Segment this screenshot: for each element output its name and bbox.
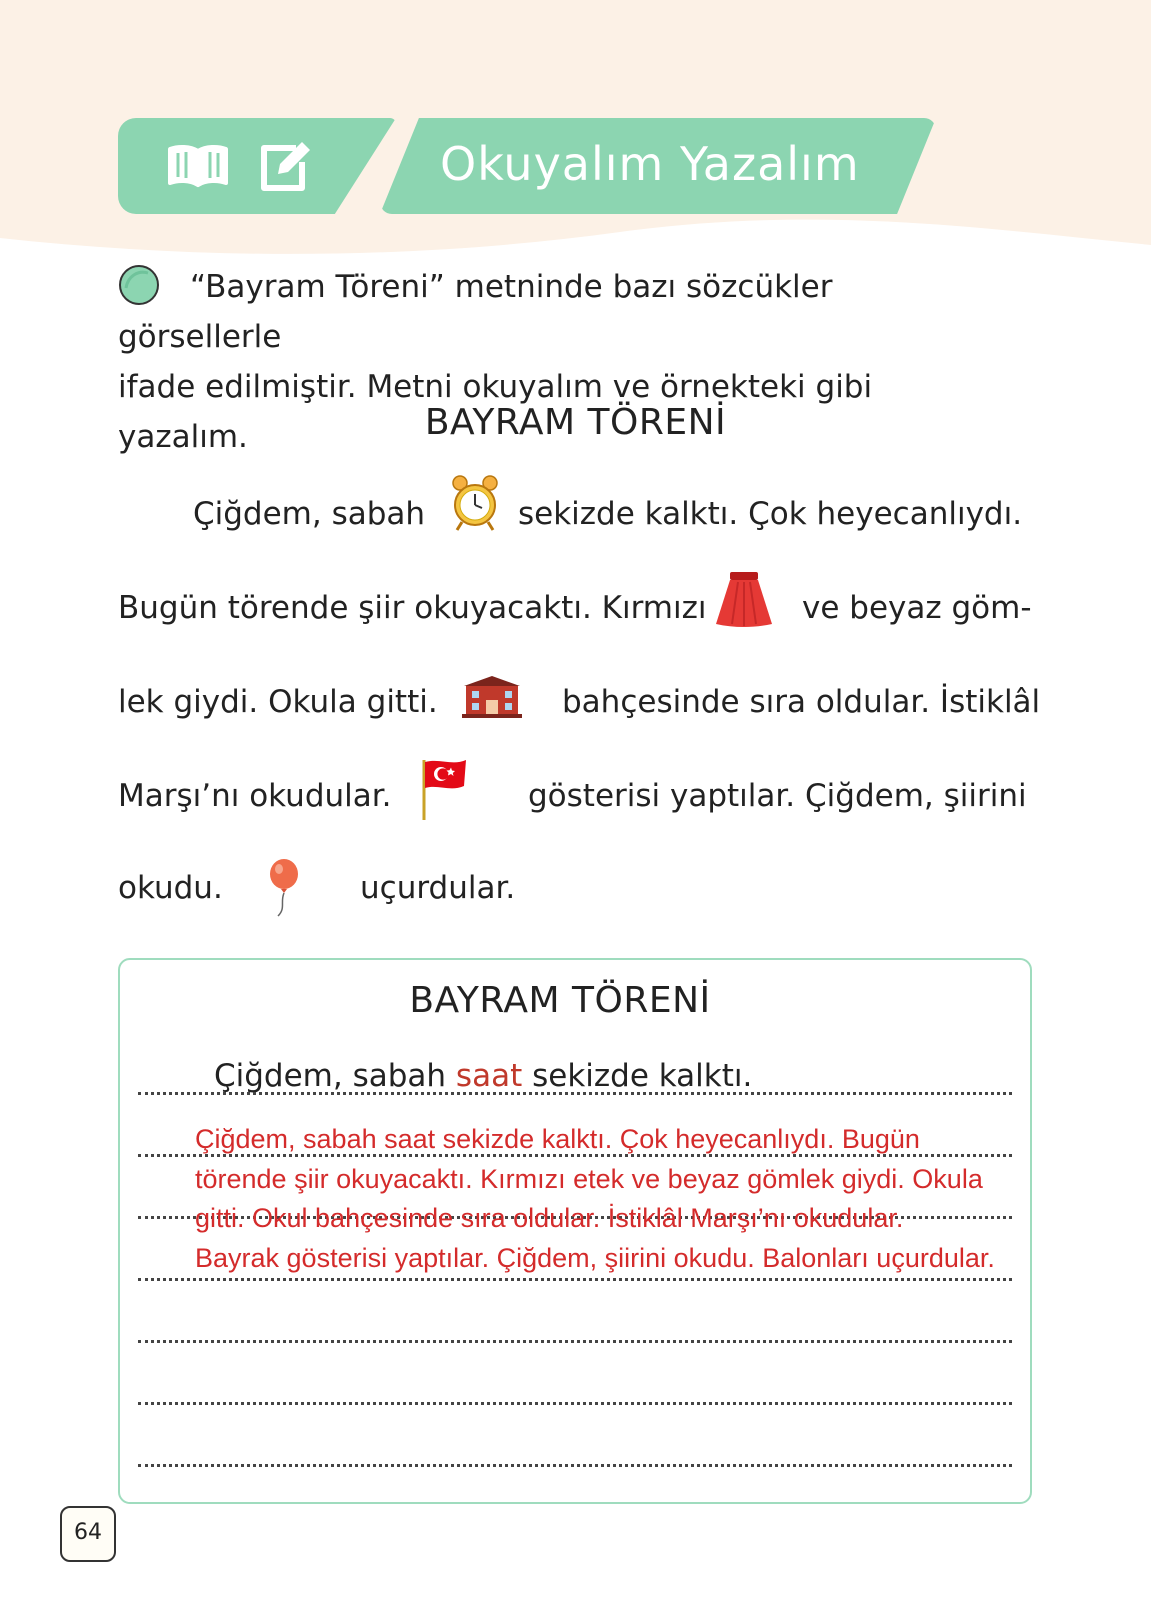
story-line-1a: Çiğdem, sabah bbox=[193, 496, 426, 532]
answer-line-3: gitti. Okul bahçesinde sıra oldular. İstiklâl Marşı’nı okudular. bbox=[195, 1203, 904, 1233]
answer-line-4: Bayrak gösterisi yaptılar. Çiğdem, şiirini okudu. Balonları uçurdular. bbox=[195, 1242, 995, 1273]
balloon-icon bbox=[266, 858, 302, 918]
turkish-flag-icon bbox=[420, 756, 470, 822]
story-title: BAYRAM TÖRENİ bbox=[424, 402, 727, 443]
story-line-2a: Bugün törende şiir okuyacaktı. Kırmızı bbox=[118, 590, 707, 626]
story-line-3a: lek giydi. Okula gitti. bbox=[118, 684, 438, 720]
story-line-5a: okudu. bbox=[118, 870, 223, 906]
answer-line-1: Çiğdem, sabah saat sekizde kalktı. Çok heyecanlıydı. Bugün bbox=[195, 1124, 920, 1154]
writing-line-7[interactable] bbox=[138, 1464, 1012, 1467]
example-highlight-word: saat bbox=[455, 1058, 523, 1094]
section-title: Okuyalım Yazalım bbox=[440, 137, 860, 191]
school-building-icon bbox=[462, 674, 522, 718]
instruction-line-1: “Bayram Töreni” metninde bazı sözcükler görsellerle bbox=[118, 269, 833, 355]
edit-pencil-icon bbox=[256, 136, 314, 194]
example-after: sekizde kalktı. bbox=[532, 1058, 753, 1094]
writing-line-6[interactable] bbox=[138, 1402, 1012, 1405]
instruction-line-2: ifade edilmiştir. Metni okuyalım ve örnekteki gibi yazalım. bbox=[118, 369, 873, 455]
story-line-2b: ve beyaz göm- bbox=[802, 590, 1032, 626]
writing-box-title: BAYRAM TÖRENİ bbox=[409, 980, 711, 1021]
writing-line-5[interactable] bbox=[138, 1340, 1012, 1343]
story-line-4b: gösterisi yaptılar. Çiğdem, şiirini bbox=[528, 778, 1027, 814]
alarm-clock-icon bbox=[450, 474, 500, 532]
answer-line-2: törende şiir okuyacaktı. Kırmızı etek ve beyaz gömlek giydi. Okula bbox=[195, 1163, 983, 1194]
story-line-4a: Marşı’nı okudular. bbox=[118, 778, 392, 814]
story-line-1b: sekizde kalktı. Çok heyecanlıydı. bbox=[518, 496, 1023, 532]
open-book-icon bbox=[166, 143, 230, 189]
red-skirt-icon bbox=[714, 570, 774, 628]
page-number: 64 bbox=[60, 1506, 116, 1562]
handwritten-answer bbox=[195, 1120, 1095, 1278]
story-line-3b: bahçesinde sıra oldular. İstiklâl bbox=[562, 684, 1041, 720]
story-line-5b: uçurdular. bbox=[360, 870, 516, 906]
example-before: Çiğdem, sabah bbox=[214, 1058, 447, 1094]
writing-line-4[interactable] bbox=[138, 1278, 1012, 1281]
writing-line-1[interactable] bbox=[138, 1092, 1012, 1095]
